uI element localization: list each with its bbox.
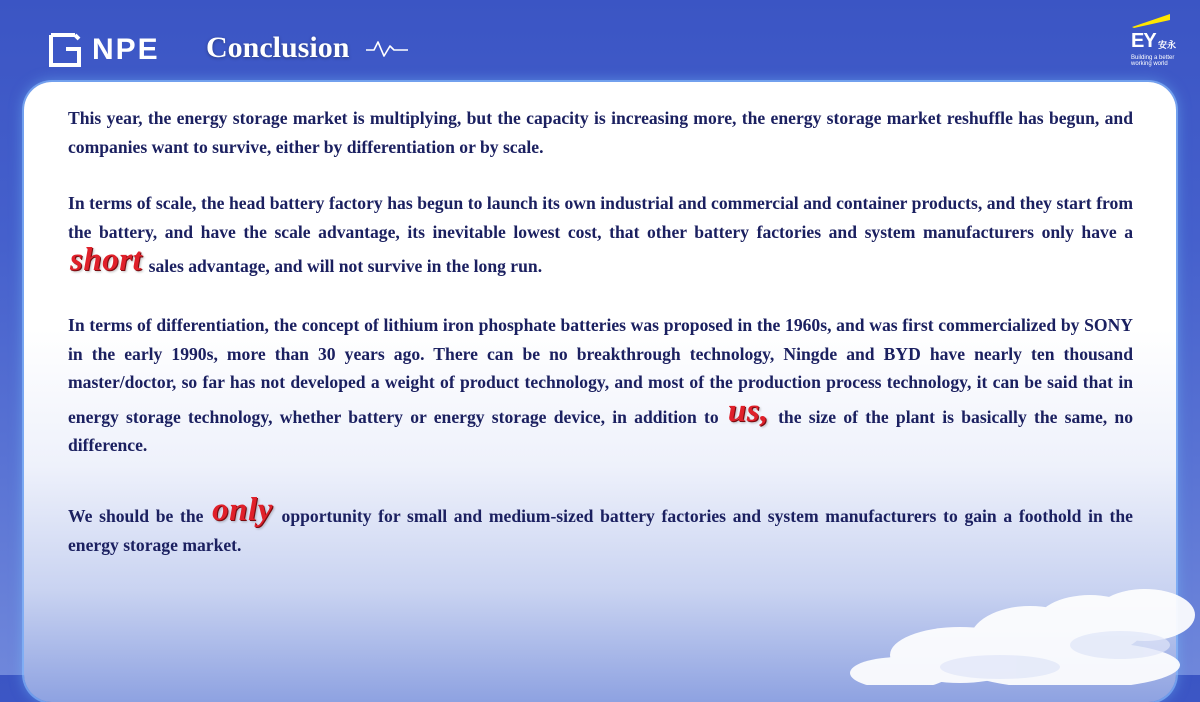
ey-beam-icon [1132,14,1172,28]
emphasis-only: only [212,491,273,528]
ey-logo [1128,12,1188,70]
paragraph-differentiation-text-before: In terms of differentiation, the concept of lithium iron phosphate batteries was proposed in the 1960s, and was first commercialized by SONY in the early 1990s, more than 30 years ago. There can be no breakthrough technology, Ningde and BYD have nearly ten thousand master/doctor, so far has not developed a weight of product technology, and most of the production process technology, it can be said that in energy storage technology, whether battery or energy storage device, in addition to [68,314,1133,427]
paragraph-scale-text-after: sales advantage, and will not survive in the long run. [144,256,543,277]
npe-logo [48,32,160,68]
npe-logo-text: NPE [92,33,160,66]
slide-title: Conclusion [206,31,350,64]
paragraph-scale-text-before: In terms of scale, the head battery factory has begun to launch its own industrial and commercial and container products, and they start from the battery, and have the scale advantage, its inevitable lowest cost, that other battery factories and system manufacturers only have a [68,193,1133,242]
emphasis-short: short [70,242,143,279]
paragraph-market-text: This year, the energy storage market is multiplying, but the capacity is increasing more, the energy storage market reshuffle has begun, and companies want to survive, either by differentiation or by scale. [68,108,1133,157]
paragraph-opportunity-text-after: opportunity for small and medium-sized battery factories and system manufacturers to gain a foothold in the energy storage market. [68,505,1133,555]
conclusion-body [68,104,1133,559]
paragraph-differentiation [68,311,1133,460]
paragraph-opportunity [68,491,1133,559]
paragraph-differentiation-text-after: the size of the plant is basically the same, no difference. [68,406,1133,456]
paragraph-scale [68,189,1133,281]
npe-logo-mark-icon [48,32,82,68]
ey-logo-tagline: Building a better working world [1131,55,1175,67]
ey-logo-main: EY [1131,30,1156,52]
emphasis-us: us, [727,392,769,429]
ey-logo-cn: 安永 [1158,41,1177,51]
pulse-line-icon [366,38,410,60]
paragraph-market [68,104,1133,161]
clouds-decoration [840,585,1200,685]
paragraph-opportunity-text-before: We should be the [68,505,211,526]
